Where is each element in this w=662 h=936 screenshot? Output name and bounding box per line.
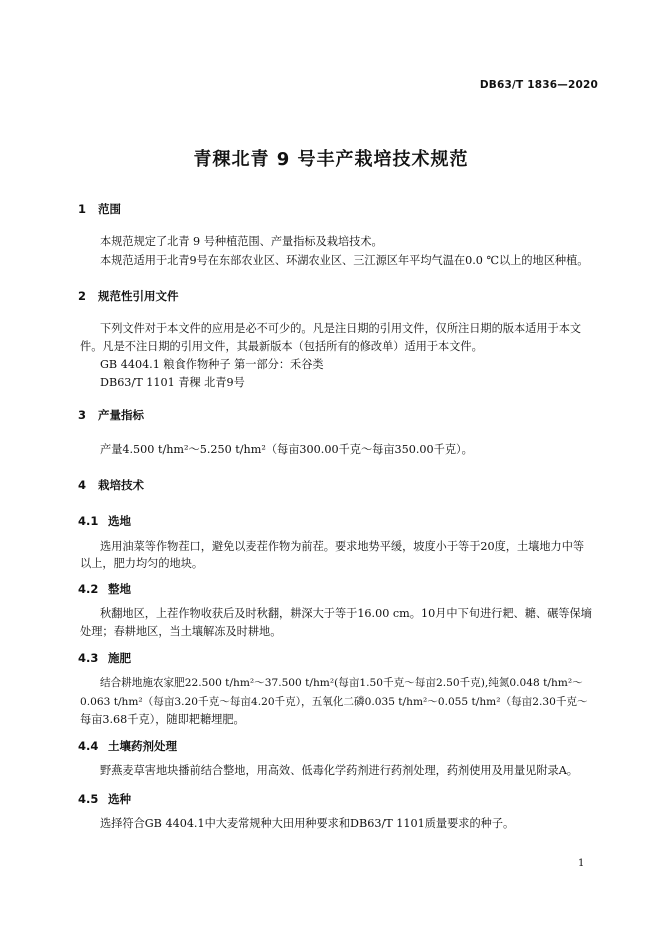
section-1-heading [78,201,121,217]
section-4-1-heading [78,513,131,529]
paragraph-line: 处理；春耕地区，当土壤解冻及时耕地。 [80,625,282,638]
reference-item: DB63/T 1101 青稞 北青9号 [100,376,245,389]
section-title: 规范性引用文件 [98,289,179,303]
paragraph-line: 选择符合GB 4404.1中大麦常规种大田用种要求和DB63/T 1101质量要求的种子。 [100,817,515,830]
section-title: 选地 [108,514,131,528]
paragraph-line: 本规范适用于北青9号在东部农业区、环湖农业区、三江源区年平均气温在0.0 ℃以上的地区种植。 [100,254,589,267]
paragraph-line: 本规范规定了北青 9 号种植范围、产量指标及栽培技术。 [100,235,383,248]
section-title: 栽培技术 [98,478,144,492]
paragraph-line: 件。凡是不注日期的引用文件，其最新版本（包括所有的修改单）适用于本文件。 [80,340,483,353]
section-title: 范围 [98,202,121,216]
paragraph-line: 产量4.500 t/hm²～5.250 t/hm²（每亩300.00千克～每亩350.00千克）。 [100,443,473,456]
section-4-3-heading [78,650,131,666]
section-2-heading [78,288,179,304]
section-4-4-heading [78,738,177,754]
section-number: 4.5 [78,792,99,806]
section-4-5-heading [78,791,131,807]
section-number: 1 [78,202,87,216]
section-number: 4.4 [78,739,99,753]
section-title: 产量指标 [98,408,144,422]
section-number: 4.3 [78,651,99,665]
paragraph-line: 野燕麦草害地块播前结合整地，用高效、低毒化学药剂进行药剂处理，药剂使用及用量见附录A。 [100,764,578,777]
section-number: 4 [78,478,87,492]
section-3-heading [78,407,144,423]
paragraph-line: 结合耕地施农家肥22.500 t/hm²～37.500 t/hm²(每亩1.50千克～每亩2.50千克),纯氮0.048 t/hm²～ [100,677,583,689]
paragraph-line: 秋翻地区，上茬作物收获后及时秋翻，耕深大于等于16.00 cm。10月中下旬进行耙、耱、碾等保墒 [100,607,592,620]
paragraph-line: 选用油菜等作物茬口，避免以麦茬作物为前茬。要求地势平缓，坡度小于等于20度，土壤地力中等 [100,540,585,553]
paragraph-line: 下列文件对于本文件的应用是必不可少的。凡是注日期的引用文件，仅所注日期的版本适用于本文 [100,322,582,335]
page-number: 1 [578,858,585,869]
section-title: 施肥 [108,651,131,665]
section-title: 选种 [108,792,131,806]
section-number: 3 [78,408,87,422]
reference-item: GB 4404.1 粮食作物种子 第一部分：禾谷类 [100,358,324,371]
paragraph-line: 0.063 t/hm²（每亩3.20千克～每亩4.20千克），五氧化二磷0.035 t/hm²～0.055 t/hm²（每亩2.30千克～ [80,696,588,708]
document-title: 青稞北青 9 号丰产栽培技术规范 [193,149,469,170]
paragraph-line: 每亩3.68千克），随即耙耱埋肥。 [80,713,245,726]
section-title: 整地 [108,582,131,596]
section-number: 4.2 [78,582,99,596]
paragraph-line: 以上，肥力均匀的地块。 [80,557,204,570]
section-number: 4.1 [78,514,99,528]
section-4-heading [78,477,144,493]
section-4-2-heading [78,581,131,597]
standard-id: DB63/T 1836—2020 [479,79,598,91]
section-number: 2 [78,289,87,303]
section-title: 土壤药剂处理 [108,739,177,753]
